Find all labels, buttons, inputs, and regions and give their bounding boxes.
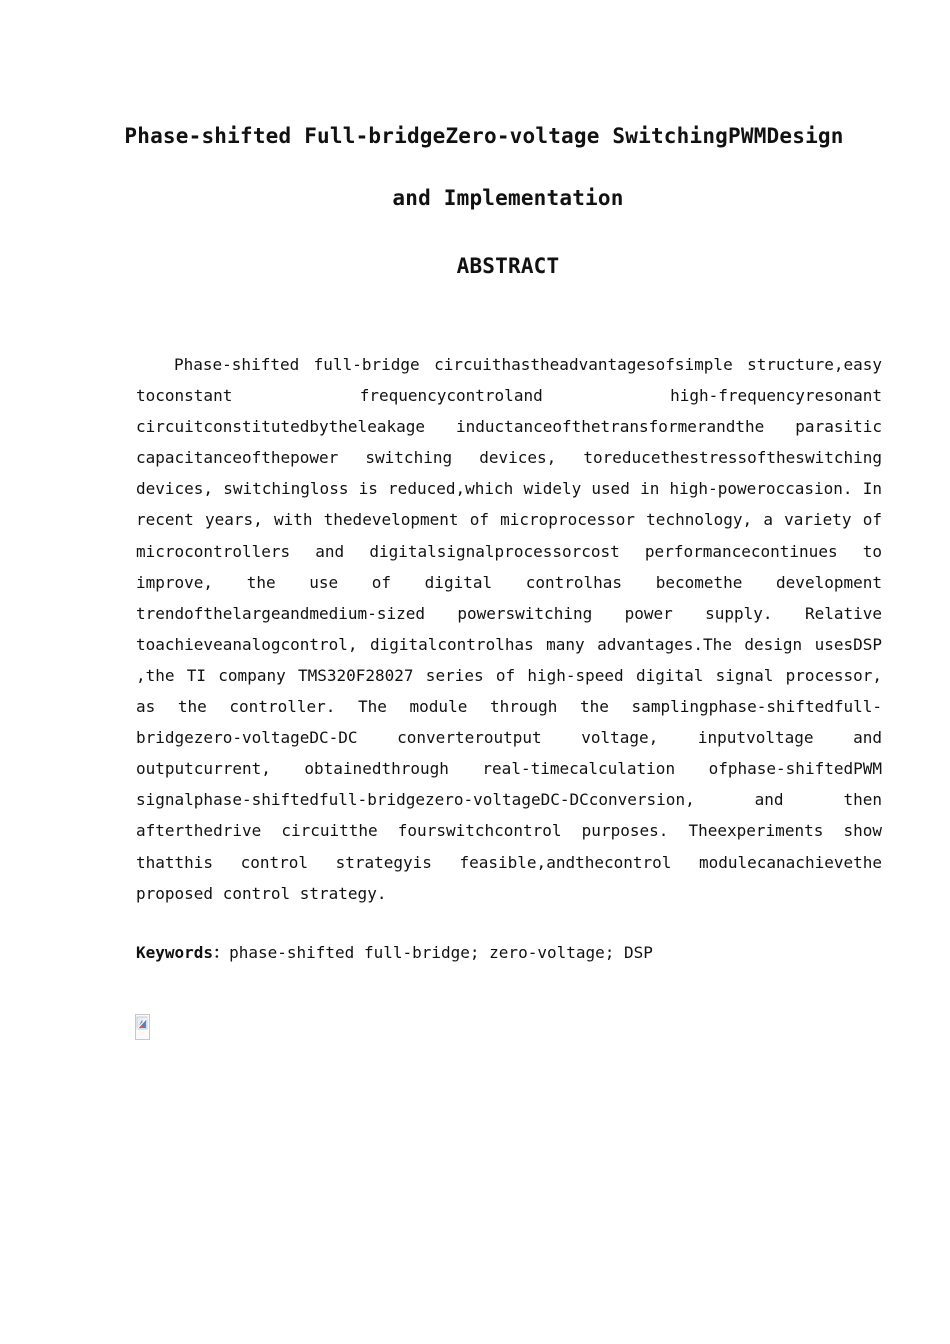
abstract-paragraph: Phase-shifted full-bridge circuithastheadvantagesofsimple structure,easy toconstant frequencycontroland high-frequencyresonant circuitconstitutedbytheleakage inductanceofthetransformerandthe parasitic capacitanceofthepower switching devices, toreducethestressoftheswitching devices, switchingloss is reduced,which widely used in high-poweroccasion. In recent years, with thedevelopment of microprocessor technology, a variety of microcontrollers and digitalsignalprocessorcost performancecontinues to improve, the use of digital controlhas becomethe development trendofthelargeandmedium-sized powerswitching power supply. Relative toachieveanalogcontrol, digitalcontrolhas many advantages.The design usesDSP ,the TI company TMS320F28027 series of high-speed digital signal processor, as the controller. The module through the samplingphase-shiftedfull-bridgezero-voltageDC-DC converteroutput voltage, inputvoltage and outputcurrent, obtainedthrough real-timecalculation ofphase-shiftedPWM signalphase-shiftedfull-bridgezero-voltageDC-DCconversion, and then afterthedrive circuitthe fourswitchcontrol purposes. Theexperiments show thatthis control strategyis feasible,andthecontrol modulecanachievethe proposed control strategy. (136, 355, 882, 903)
keywords-line (136, 940, 882, 966)
broken-image-icon (135, 1014, 150, 1040)
document-title-line-2: and Implementation (392, 186, 624, 210)
keywords-label: Keywords： (136, 943, 230, 962)
abstract-heading: ABSTRACT (456, 254, 560, 278)
keywords-value: phase-shifted full-bridge; zero-voltage; DSP (229, 943, 653, 962)
document-title-line-1: Phase-shifted Full-bridgeZero-voltage SwitchingPWMDesign (124, 124, 844, 148)
